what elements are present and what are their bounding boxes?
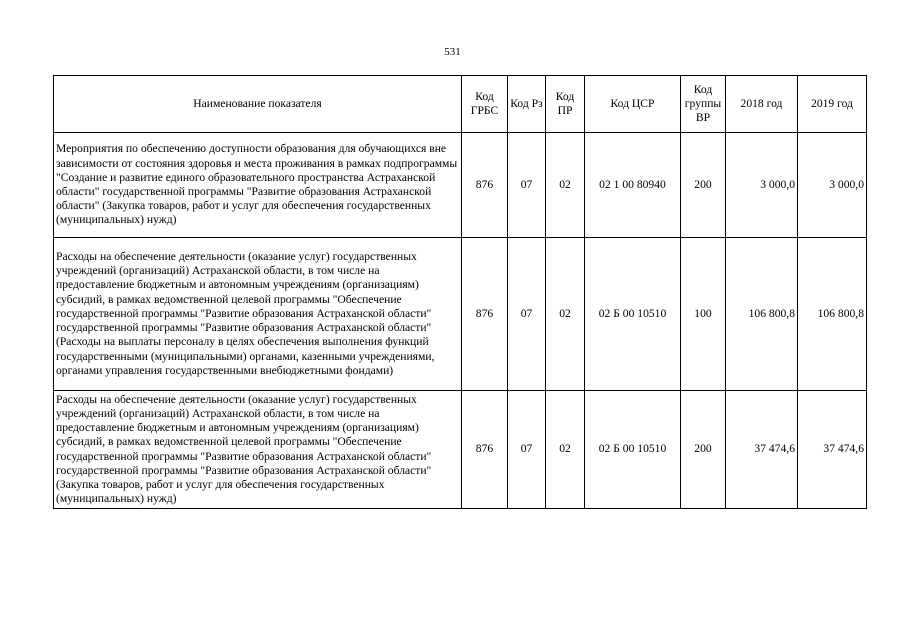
header-2018: 2018 год bbox=[726, 76, 798, 133]
header-name: Наименование показателя bbox=[54, 76, 462, 133]
row-csr: 02 Б 00 10510 bbox=[585, 238, 681, 391]
row-2018: 3 000,0 bbox=[726, 133, 798, 238]
row-vr: 200 bbox=[681, 391, 726, 509]
header-vr: Код группы ВР bbox=[681, 76, 726, 133]
row-vr: 200 bbox=[681, 133, 726, 238]
header-grbs: Код ГРБС bbox=[462, 76, 508, 133]
page-number: 531 bbox=[444, 46, 461, 58]
row-csr: 02 Б 00 10510 bbox=[585, 391, 681, 509]
row-pr: 02 bbox=[546, 391, 585, 509]
table-row bbox=[54, 238, 867, 391]
row-rz: 07 bbox=[508, 391, 546, 509]
row-pr: 02 bbox=[546, 133, 585, 238]
row-grbs: 876 bbox=[462, 238, 508, 391]
row-name: Мероприятия по обеспечению доступности образования для обучающихся вне зависимости от состояния здоровья и места проживания в рамках подпрограммы "Создание и развитие единого образовательного пространства Астраханской области" государственной программы "Развитие образования Астраханской области" (Закупка товаров, работ и услуг для обеспечения государственных (муниципальных) нужд) bbox=[54, 133, 462, 238]
header-csr: Код ЦСР bbox=[585, 76, 681, 133]
row-rz: 07 bbox=[508, 238, 546, 391]
row-2018: 106 800,8 bbox=[726, 238, 798, 391]
budget-table bbox=[53, 75, 867, 509]
row-2019: 37 474,6 bbox=[798, 391, 867, 509]
row-csr: 02 1 00 80940 bbox=[585, 133, 681, 238]
row-pr: 02 bbox=[546, 238, 585, 391]
header-pr: Код ПР bbox=[546, 76, 585, 133]
row-grbs: 876 bbox=[462, 133, 508, 238]
table-row bbox=[54, 391, 867, 509]
row-grbs: 876 bbox=[462, 391, 508, 509]
table-row bbox=[54, 133, 867, 238]
row-2019: 3 000,0 bbox=[798, 133, 867, 238]
header-2019: 2019 год bbox=[798, 76, 867, 133]
row-2019: 106 800,8 bbox=[798, 238, 867, 391]
row-name: Расходы на обеспечение деятельности (оказание услуг) государственных учреждений (организаций) Астраханской области, в том числе на предоставление бюджетным и автономным учреждениям (организациям) субсидий, в рамках ведомственной целевой программы "Обеспечение государственной программы "Развитие образования Астраханской области" государственной программы "Развитие образования Астраханской области" (Закупка товаров, работ и услуг для обеспечения государственных (муниципальных) нужд) bbox=[54, 391, 462, 509]
table-header-row bbox=[54, 76, 867, 133]
row-vr: 100 bbox=[681, 238, 726, 391]
header-rz: Код Рз bbox=[508, 76, 546, 133]
row-name: Расходы на обеспечение деятельности (оказание услуг) государственных учреждений (организаций) Астраханской области, в том числе на предоставление бюджетным и автономным учреждениям (организациям) субсидий, в рамках ведомственной целевой программы "Обеспечение государственной программы "Развитие образования Астраханской области" государственной программы "Развитие образования Астраханской области" (Расходы на выплаты персоналу в целях обеспечения выполнения функций государственными (муниципальными) органами, казенными учреждениями, органами управления государственными внебюджетными фондами) bbox=[54, 238, 462, 391]
row-2018: 37 474,6 bbox=[726, 391, 798, 509]
row-rz: 07 bbox=[508, 133, 546, 238]
